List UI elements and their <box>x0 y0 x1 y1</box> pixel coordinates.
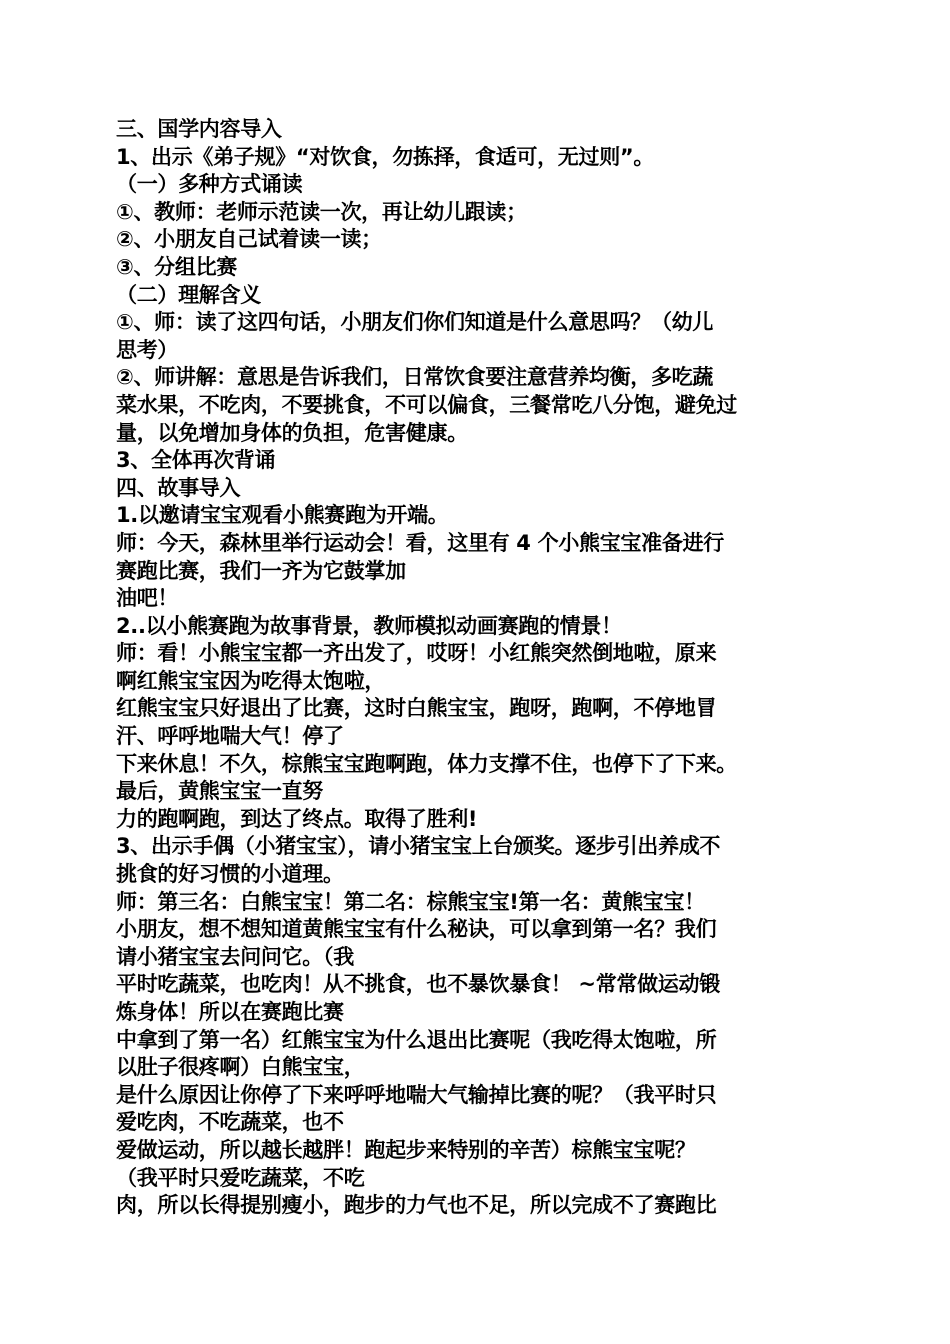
text-line: 油吧！ <box>116 586 179 611</box>
text-line: 力的跑啊跑，到达了终点。取得了胜利! <box>116 806 478 831</box>
text-line: 思考） <box>116 337 179 362</box>
text-line: 1、出示《弟子规》“对饮食，勿拣择，食适可，无过则”。 <box>116 144 655 169</box>
text-line: 爱吃肉，不吃蔬菜，也不 <box>116 1110 344 1135</box>
text-line: 师：今天，森林里举行运动会！看，这里有 4 个小熊宝宝准备进行 <box>116 530 724 555</box>
text-line: 小朋友，想不想知道黄熊宝宝有什么秘诀，可以拿到第一名？我们 <box>116 917 717 942</box>
text-line: 以肚子很疼啊）白熊宝宝， <box>116 1055 365 1080</box>
text-line: 平时吃蔬菜，也吃肉！从不挑食，也不暴饮暴食！ ~常常做运动锻 <box>116 972 720 997</box>
text-line: 菜水果，不吃肉，不要挑食，不可以偏食，三餐常吃八分饱，避免过 <box>116 392 737 417</box>
text-line: 四、故事导入 <box>116 475 241 500</box>
text-line: 挑食的好习惯的小道理。 <box>116 862 344 887</box>
text-line: ②、师讲解：意思是告诉我们，日常饮食要注意营养均衡，多吃蔬 <box>116 365 714 390</box>
text-line: 3、出示手偶（小猪宝宝），请小猪宝宝上台颁奖。逐步引出养成不 <box>116 834 721 859</box>
text-line: 量，以免增加身体的负担，危害健康。 <box>116 420 468 445</box>
text-line: 下来休息！不久，棕熊宝宝跑啊跑，体力支撑不住，也停下了下来。 <box>116 751 737 776</box>
text-line: 最后，黄熊宝宝一直努 <box>116 779 323 804</box>
text-line: 爱做运动，所以越长越胖！跑起步来特别的辛苦）棕熊宝宝呢？ <box>116 1137 696 1162</box>
text-line: 三、国学内容导入 <box>116 117 282 141</box>
text-line: （一）多种方式诵读 <box>116 172 303 197</box>
text-line: 是什么原因让你停了下来呼呼地喘大气输掉比赛的呢？（我平时只 <box>116 1082 717 1107</box>
text-line: 2..以小熊赛跑为故事背景，教师模拟动画赛跑的情景！ <box>116 613 622 638</box>
text-line: 3、全体再次背诵 <box>116 448 276 473</box>
text-line: 中拿到了第一名）红熊宝宝为什么退出比赛呢（我吃得太饱啦，所 <box>116 1027 717 1052</box>
text-line: ①、教师：老师示范读一次，再让幼儿跟读； <box>116 199 527 224</box>
text-line: 赛跑比赛，我们一齐为它鼓掌加 <box>116 558 406 583</box>
text-line: 炼身体！所以在赛跑比赛 <box>116 1000 344 1024</box>
text-line: （二）理解含义 <box>116 282 261 307</box>
text-line: ②、小朋友自己试着读一读； <box>116 227 382 252</box>
text-line: 肉，所以长得提别瘦小，跑步的力气也不足，所以完成不了赛跑比 <box>116 1193 717 1218</box>
text-line: （我平时只爱吃蔬菜，不吃 <box>116 1165 365 1190</box>
text-line: 师：第三名：白熊宝宝！第二名：棕熊宝宝!第一名：黄熊宝宝！ <box>116 889 705 914</box>
text-line: ①、师：读了这四句话，小朋友们你们知道是什么意思吗？（幼儿 <box>116 310 714 335</box>
text-line: 红熊宝宝只好退出了比赛，这时白熊宝宝，跑呀，跑啊，不停地冒 <box>116 696 717 721</box>
text-line: ③、分组比赛 <box>116 254 237 279</box>
text-line: 师：看！小熊宝宝都一齐出发了，哎呀！小红熊突然倒地啦，原来 <box>116 641 717 666</box>
document-body <box>116 116 836 1220</box>
text-line: 啊红熊宝宝因为吃得太饱啦， <box>116 668 386 693</box>
text-line: 汗、呼呼地喘大气！停了 <box>116 724 344 749</box>
text-line: 请小猪宝宝去问问它。（我 <box>116 944 354 969</box>
text-line: 1.以邀请宝宝观看小熊赛跑为开端。 <box>116 503 449 528</box>
